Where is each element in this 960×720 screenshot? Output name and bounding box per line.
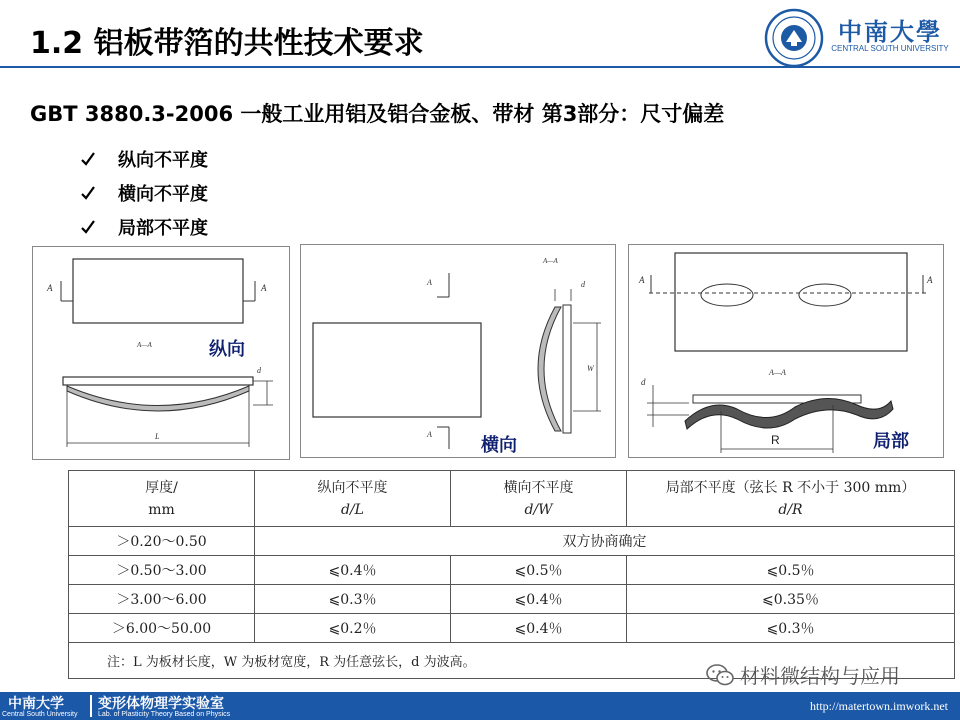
section-mark-top: A	[427, 278, 432, 287]
merged-value-cell: 双方协商确定	[255, 527, 955, 556]
section-mark-left: A	[639, 275, 645, 285]
bullet-label: 横向不平度	[118, 184, 208, 205]
thickness-cell: ＞3.00～6.00	[69, 585, 255, 614]
length-label: L	[155, 432, 160, 441]
footer-url-link[interactable]: http://matertown.imwork.net	[810, 699, 948, 713]
wave-height-label: d	[581, 280, 585, 289]
value-cell: ⩽0.35％	[627, 585, 955, 614]
footer-divider	[90, 695, 92, 717]
longitudinal-tag: 纵向	[209, 339, 245, 360]
bullet-label: 纵向不平度	[118, 150, 208, 171]
university-logo-subtitle: CENTRAL SOUTH UNIVERSITY	[831, 44, 949, 53]
figure-transverse	[300, 244, 616, 458]
value-cell: ⩽0.3％	[627, 614, 955, 643]
figure-local	[628, 244, 944, 458]
watermark	[706, 660, 900, 689]
check-icon	[80, 185, 96, 201]
list-item	[80, 176, 208, 210]
standard-heading: GBT 3880.3-2006 一般工业用铝及铝合金板、带材 第3部分：尺寸偏差	[30, 102, 725, 126]
thickness-cell: ＞6.00～50.00	[69, 614, 255, 643]
table-header-cell: 横向不平度 d/W	[451, 471, 627, 527]
university-seal-icon	[764, 8, 824, 68]
footer-lab-cn: 变形体物理学实验室	[98, 696, 224, 712]
table-header-row	[69, 471, 955, 527]
wave-height-label: d	[641, 377, 646, 387]
table-header-cell: 厚度/ mm	[69, 471, 255, 527]
value-cell: ⩽0.4％	[451, 585, 627, 614]
footer-university-en: Central South University	[2, 711, 78, 718]
section-mark-left: A	[47, 283, 53, 293]
transverse-diagram	[301, 245, 617, 459]
bullet-label: 局部不平度	[118, 218, 208, 239]
section-label: A—A	[769, 368, 786, 377]
list-item	[80, 210, 208, 244]
wave-height-label: d	[257, 366, 261, 375]
value-cell: ⩽0.3％	[255, 585, 451, 614]
table-row	[69, 614, 955, 643]
table-note: 注：L 为板材长度，W 为板材宽度，R 为任意弦长，d 为波高。	[69, 643, 955, 679]
slide-title: 1.2 铝板带箔的共性技术要求	[30, 26, 424, 61]
table-row	[69, 556, 955, 585]
footer-lab-en: Lab. of Plasticity Theory Based on Physics	[98, 711, 231, 718]
table-row	[69, 527, 955, 556]
value-cell: ⩽0.4％	[255, 556, 451, 585]
section-mark-right: A	[927, 275, 933, 285]
university-logo-name: 中南大學	[838, 17, 942, 46]
longitudinal-diagram	[33, 247, 291, 461]
bullet-list	[80, 142, 208, 244]
width-label: W	[587, 364, 594, 373]
list-item	[80, 142, 208, 176]
section-label: A—A	[543, 257, 558, 265]
chord-label: R	[771, 433, 780, 447]
check-icon	[80, 219, 96, 235]
check-icon	[80, 151, 96, 167]
section-mark-bottom: A	[427, 430, 432, 439]
flatness-tolerance-table	[68, 470, 955, 679]
table-row	[69, 585, 955, 614]
value-cell: ⩽0.4％	[451, 614, 627, 643]
figure-longitudinal	[32, 246, 290, 460]
wechat-icon	[706, 664, 734, 686]
watermark-text: 材料微结构与应用	[740, 664, 900, 688]
value-cell: ⩽0.5％	[451, 556, 627, 585]
thickness-cell: ＞0.50～3.00	[69, 556, 255, 585]
footer-university-cn: 中南大学	[8, 696, 64, 712]
value-cell: ⩽0.2％	[255, 614, 451, 643]
thickness-cell: ＞0.20～0.50	[69, 527, 255, 556]
table-header-cell: 局部不平度（弦长 R 不小于 300 mm） d/R	[627, 471, 955, 527]
section-mark-right: A	[261, 283, 267, 293]
footer-bar	[0, 692, 960, 720]
section-label: A—A	[137, 341, 152, 349]
table-header-cell: 纵向不平度 d/L	[255, 471, 451, 527]
value-cell: ⩽0.5％	[627, 556, 955, 585]
local-tag: 局部	[873, 431, 909, 452]
transverse-tag: 横向	[481, 435, 517, 456]
